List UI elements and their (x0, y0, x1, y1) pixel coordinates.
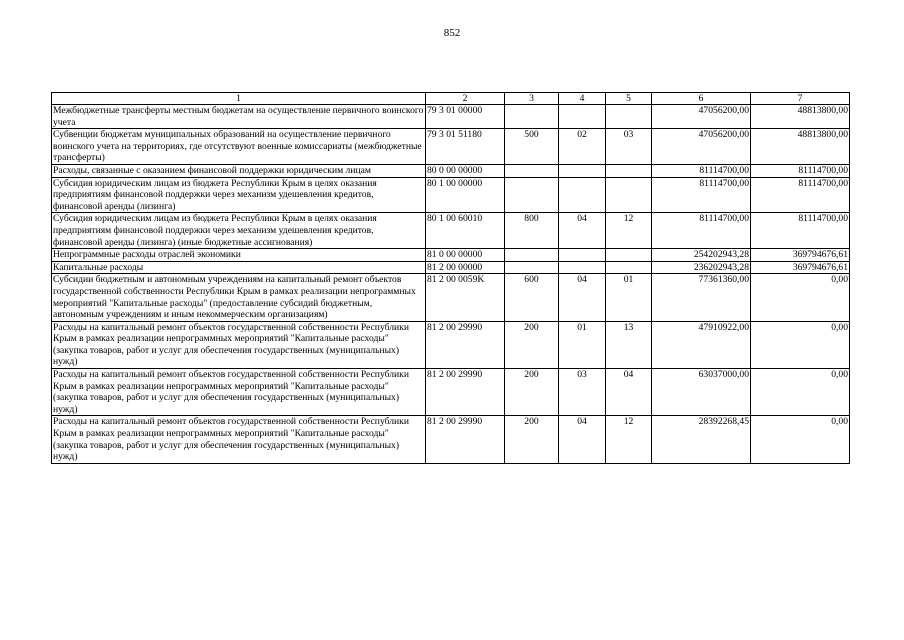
row-amount-year-1: 236202943,28 (652, 261, 751, 274)
column-header: 4 (559, 93, 606, 105)
row-section (559, 105, 606, 129)
row-code: 81 0 00 00000 (426, 249, 505, 262)
row-code: 79 3 01 51180 (426, 129, 505, 165)
row-subsection (606, 261, 652, 274)
row-amount-year-1: 47056200,00 (652, 129, 751, 165)
row-amount-year-1: 47910922,00 (652, 321, 751, 368)
row-description: Субсидии бюджетным и автономным учреждениям на капитальный ремонт объектов государственной собственности Республики Крым в рамках реализации непрограммных мероприятий "Капитальные расходы" (предоставление субсидий бюджетным, автономным учреждениям и иным некоммерческим организациям) (52, 274, 426, 321)
row-expense-type: 800 (505, 213, 559, 249)
row-section (559, 249, 606, 262)
row-subsection: 03 (606, 129, 652, 165)
row-code: 80 1 00 60010 (426, 213, 505, 249)
row-amount-year-2: 81114700,00 (751, 164, 850, 177)
row-section (559, 261, 606, 274)
column-header: 7 (751, 93, 850, 105)
table-row (52, 416, 850, 463)
row-amount-year-2: 0,00 (751, 274, 850, 321)
row-description: Расходы на капитальный ремонт объектов государственной собственности Республики Крым в рамках реализации непрограммных мероприятий "Капитальные расходы" (закупка товаров, работ и услуг для обеспечения государственных (муниципальных) нужд) (52, 321, 426, 368)
row-code: 81 2 00 29990 (426, 369, 505, 416)
row-section: 04 (559, 274, 606, 321)
row-expense-type: 600 (505, 274, 559, 321)
row-section (559, 164, 606, 177)
row-code: 81 2 00 29990 (426, 416, 505, 463)
row-amount-year-1: 81114700,00 (652, 164, 751, 177)
row-subsection: 04 (606, 369, 652, 416)
header-row (52, 93, 850, 105)
row-amount-year-1: 254202943,28 (652, 249, 751, 262)
column-header: 6 (652, 93, 751, 105)
row-code: 81 2 00 29990 (426, 321, 505, 368)
row-amount-year-1: 47056200,00 (652, 105, 751, 129)
row-code: 80 1 00 00000 (426, 177, 505, 213)
row-subsection (606, 105, 652, 129)
row-amount-year-1: 77361360,00 (652, 274, 751, 321)
row-section: 02 (559, 129, 606, 165)
row-expense-type (505, 105, 559, 129)
budget-table (51, 92, 850, 464)
table-row (52, 249, 850, 262)
row-section: 04 (559, 213, 606, 249)
row-amount-year-1: 81114700,00 (652, 213, 751, 249)
row-amount-year-1: 63037000,00 (652, 369, 751, 416)
row-description: Расходы на капитальный ремонт объектов государственной собственности Республики Крым в рамках реализации непрограммных мероприятий "Капитальные расходы" (закупка товаров, работ и услуг для обеспечения государственных (муниципальных) нужд) (52, 369, 426, 416)
row-amount-year-2: 0,00 (751, 416, 850, 463)
row-expense-type (505, 261, 559, 274)
table-row (52, 369, 850, 416)
page-number: 852 (443, 27, 461, 39)
row-expense-type: 500 (505, 129, 559, 165)
row-subsection (606, 249, 652, 262)
row-subsection: 13 (606, 321, 652, 368)
column-header: 3 (505, 93, 559, 105)
row-description: Субсидия юридическим лицам из бюджета Республики Крым в целях оказания предприятиям финансовой поддержки через механизм удешевления кредитов, финансовой аренды (лизинга) (иные бюджетные ассигнования) (52, 213, 426, 249)
row-subsection (606, 177, 652, 213)
row-code: 79 3 01 00000 (426, 105, 505, 129)
row-amount-year-2: 0,00 (751, 321, 850, 368)
table-row (52, 129, 850, 165)
row-subsection: 12 (606, 416, 652, 463)
row-amount-year-2: 0,00 (751, 369, 850, 416)
row-section: 01 (559, 321, 606, 368)
row-subsection (606, 164, 652, 177)
table-row (52, 177, 850, 213)
row-amount-year-2: 48813800,00 (751, 105, 850, 129)
row-amount-year-2: 81114700,00 (751, 213, 850, 249)
column-header: 5 (606, 93, 652, 105)
row-description: Межбюджетные трансферты местным бюджетам на осуществление первичного воинского учета (52, 105, 426, 129)
row-amount-year-1: 81114700,00 (652, 177, 751, 213)
row-description: Расходы на капитальный ремонт объектов государственной собственности Республики Крым в рамках реализации непрограммных мероприятий "Капитальные расходы" (закупка товаров, работ и услуг для обеспечения государственных (муниципальных) нужд) (52, 416, 426, 463)
row-amount-year-2: 48813800,00 (751, 129, 850, 165)
row-code: 81 2 00 00000 (426, 261, 505, 274)
column-header: 1 (52, 93, 426, 105)
row-amount-year-2: 369794676,61 (751, 249, 850, 262)
table-row (52, 213, 850, 249)
row-subsection: 12 (606, 213, 652, 249)
table-row (52, 164, 850, 177)
column-header: 2 (426, 93, 505, 105)
row-expense-type: 200 (505, 321, 559, 368)
row-description: Капитальные расходы (52, 261, 426, 274)
row-description: Субсидия юридическим лицам из бюджета Республики Крым в целях оказания предприятиям финансовой поддержки через механизм удешевления кредитов, финансовой аренды (лизинга) (52, 177, 426, 213)
row-section (559, 177, 606, 213)
row-section: 04 (559, 416, 606, 463)
table-row (52, 274, 850, 321)
row-description: Непрограммные расходы отраслей экономики (52, 249, 426, 262)
row-subsection: 01 (606, 274, 652, 321)
row-description: Субвенции бюджетам муниципальных образований на осуществление первичного воинского учета на территориях, где отсутствуют военные комиссариаты (межбюджетные трансферты) (52, 129, 426, 165)
row-expense-type (505, 249, 559, 262)
table-row (52, 105, 850, 129)
row-expense-type: 200 (505, 416, 559, 463)
row-expense-type (505, 164, 559, 177)
row-expense-type: 200 (505, 369, 559, 416)
row-code: 80 0 00 00000 (426, 164, 505, 177)
row-code: 81 2 00 0059K (426, 274, 505, 321)
row-section: 03 (559, 369, 606, 416)
row-amount-year-2: 369794676,61 (751, 261, 850, 274)
row-description: Расходы, связанные с оказанием финансовой поддержки юридическим лицам (52, 164, 426, 177)
row-amount-year-1: 28392268,45 (652, 416, 751, 463)
table-row (52, 261, 850, 274)
row-amount-year-2: 81114700,00 (751, 177, 850, 213)
table-row (52, 321, 850, 368)
row-expense-type (505, 177, 559, 213)
